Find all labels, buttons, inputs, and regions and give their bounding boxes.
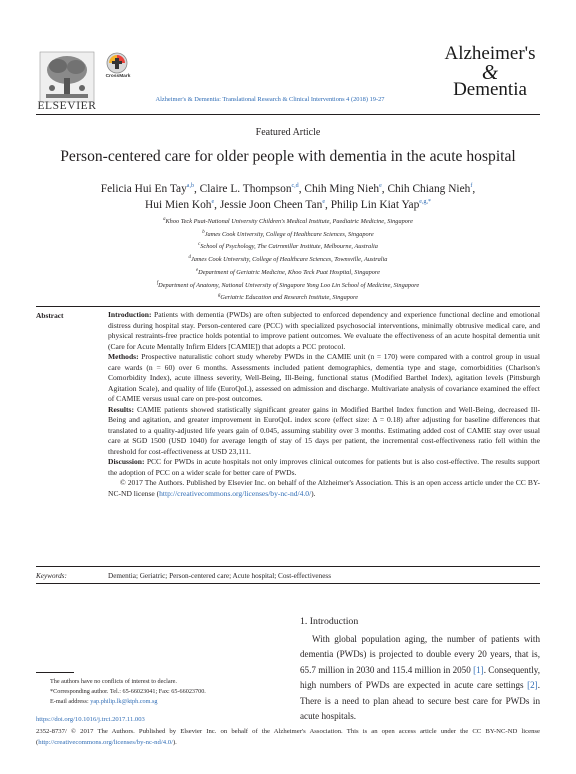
email-label: E-mail address:	[50, 698, 91, 705]
author-name: Chih Ming Nieh	[304, 183, 380, 195]
abstract-top-divider	[36, 306, 540, 307]
affiliation-marker: f	[156, 280, 159, 286]
section-heading-introduction: 1. Introduction	[300, 616, 359, 627]
publisher-name: ELSEVIER	[37, 100, 97, 112]
author-affiliation-link[interactable]: a,b	[186, 183, 194, 189]
abstract-copyright	[108, 478, 540, 499]
affiliation-marker: a	[163, 217, 166, 222]
crossmark-icon[interactable]	[106, 52, 128, 74]
article-type: Featured Article	[255, 127, 321, 138]
affiliation-item	[36, 266, 540, 279]
reference-link[interactable]: [2]	[527, 680, 538, 691]
abstract-section-heading: Methods:	[108, 352, 139, 361]
body-text: . There is a need to plan ahead to secure best care for PWDs in acute hospitals.	[300, 680, 540, 722]
header-divider	[36, 114, 540, 115]
corresponding-author: *Corresponding author. Tel.: 65-66023041; Fax: 65-66023700.	[50, 688, 206, 695]
affiliation-marker: c	[198, 242, 201, 248]
affiliation-text: Geriatric Education and Research Institute, Singapore	[220, 294, 359, 302]
affiliation-text: School of Psychology, The Cairnmillar Institute, Melbourne, Australia	[200, 243, 378, 251]
author-affiliation-link[interactable]: e	[379, 183, 382, 189]
crossmark-label: CrossMark	[105, 74, 131, 79]
affiliation-text: Department of Geriatric Medicine, Khoo Teck Puat Hospital, Singapore	[198, 268, 380, 276]
author-name: Philip Lin Kiat Yap	[330, 199, 420, 211]
bottom-copyright	[36, 727, 540, 749]
abstract-body	[108, 310, 540, 499]
author-affiliation-link[interactable]: f	[470, 183, 473, 189]
copyright-close: ).	[311, 488, 316, 498]
author-affiliation-link[interactable]: e	[211, 199, 215, 205]
author-affiliation-link[interactable]: e,g,*	[419, 199, 431, 205]
author-list-line-1: Felicia Hui En Tay$^{a,b}$, Claire L. Thompson$^{c,d}$, Chih Ming Nieh$^e$, Chih Chiang Nieh$^f$,	[100, 183, 476, 195]
abstract-label: Abstract	[36, 311, 64, 320]
author-name: Felicia Hui En Tay	[100, 183, 187, 195]
affiliation-text: James Cook University, College of Healthcare Sciences, Singapore	[204, 230, 374, 238]
keywords-divider	[36, 583, 540, 584]
doi-link[interactable]: https://doi.org/10.1016/j.trci.2017.11.003	[36, 716, 145, 723]
author-name: Hui Mien Koh	[145, 199, 212, 211]
affiliation-item	[36, 240, 540, 253]
affiliation-text: James Cook University, College of Healthcare Sciences, Townsville, Australia	[190, 256, 388, 264]
footnotes	[50, 677, 280, 707]
affiliation-marker: e	[196, 267, 199, 273]
abstract-section-heading: Results:	[108, 404, 134, 414]
affiliation-item	[36, 253, 540, 266]
abstract-results	[108, 405, 540, 458]
author-name: Claire L. Thompson	[199, 183, 292, 195]
affiliation-item	[36, 215, 540, 228]
abstract-text: Patients with dementia (PWDs) are often subjected to enforced dependency and experience functional decline and emotional distress during hospital stay. Person-centered care (PCC) with specialized psychosocial interventions, minimally obtrusive medical care, and physical restraints-free practice holds potential to improve patient outcomes. We evaluate the effectiveness of an acute hospital dementia unit (Care for Acute Mentally Infirm Elders [CAMIE]) that adopts a PCC protocol.	[108, 310, 540, 351]
abstract-text: CAMIE patients showed statistically significant greater gains in Modified Barthel Index function and Well-Being, decreased Ill-Being and agitation, and greater improvement in EuroQoL index score (effect size: Δ = 0.18) after adjusting for baseline differences that translated to a quality-adjusted life years gain of 0.045, assuming stability over 3 months. Estimating added cost of CAMIE stay over usual care at SGD 1500 (USD 1040) for average length of stay of 15 days per patient, the incremental cost-effectiveness ratio fell within the threshold for cost-effectiveness at USD 23,111.	[108, 404, 540, 456]
abstract-text: PCC for PWDs in acute hospitals not only improves clinical outcomes for patients but is also cost-effective. The results support the adoption of PCC on a wider scale for better care of PWDs.	[108, 457, 541, 477]
body-text: With global population aging, the number of patients with dementia (PWDs) is projected to double every 20 years, that is, 65.7 million in 2030 and 115.4 million in 2050	[300, 634, 540, 675]
affiliation-item	[36, 228, 540, 241]
conflict-statement: The authors have no conflicts of interest to declare.	[50, 678, 177, 685]
email-line	[50, 697, 280, 707]
journal-logo-line1: Alzheimer's	[444, 43, 536, 64]
journal-citation-link[interactable]: Alzheimer's & Dementia: Translational Research & Clinical Interventions 4 (2018) 19-27	[155, 96, 385, 103]
introduction-paragraph	[300, 632, 540, 724]
abstract-bottom-divider	[36, 566, 540, 567]
affiliation-text: Khoo Teck Puat-National University Children's Medical Institute, Paediatric Medicine, Singapore	[165, 218, 413, 225]
abstract-methods	[108, 352, 540, 405]
keywords-label: Keywords:	[36, 572, 67, 580]
abstract-text: Prospective naturalistic cohort study whereby PWDs in the CAMIE unit (n = 170) were compared with a control group in usual care wards (n = 60) over 6 months. Assessments included patient demographics, dementia type and stage, comorbidities (Charlson's Comorbidity Index), acute illness severity, Well-Being, Ill-Being, functional status (Modified Barthel Index), agitation levels (Pittsburgh Agitation Scale), and quality of life (EuroQoL), assessed on admission and discharge. Multivariate analysis of covariance examined the effect of CAMIE versus usual care on pre-post outcomes.	[108, 352, 541, 403]
copyright-text: 2352-8737/ © 2017 The Authors. Published by Elsevier Inc. on behalf of the Alzheimer's Association. This is an open access article under the CC BY-NC-ND license (	[36, 728, 540, 746]
abstract-section-heading: Introduction:	[108, 310, 152, 319]
author-affiliation-link[interactable]: e	[322, 199, 325, 205]
affiliation-marker: d	[188, 255, 191, 261]
author-name: Chih Chiang Nieh	[387, 183, 471, 195]
affiliation-item	[36, 279, 540, 292]
affiliation-text: Department of Anatomy, National University of Singapore Yong Loo Lin School of Medicine, Singapore	[158, 281, 420, 289]
footnote-divider	[36, 672, 74, 673]
affiliations	[36, 215, 540, 304]
license-link[interactable]: http://creativecommons.org/licenses/by-nc-nd/4.0/	[38, 738, 173, 746]
keywords-list: Dementia; Geriatric; Person-centered care; Acute hospital; Cost-effectiveness	[108, 572, 331, 580]
abstract-section-heading: Discussion:	[108, 457, 145, 466]
affiliation-marker: b	[202, 229, 205, 235]
author-list-line-2: Hui Mien Koh$^e$, Jessie Joon Cheen Tan$^e$, Philip Lin Kiat Yap$^{e,g,*}$	[145, 199, 431, 211]
abstract-discussion	[108, 457, 540, 478]
abstract-introduction	[108, 310, 540, 352]
reference-link[interactable]: [1]	[473, 664, 484, 675]
journal-logo-line3: Dementia	[453, 79, 527, 100]
journal-logo-ampersand: &	[481, 60, 499, 84]
body-text: . Consequently, high numbers of PWDs are expected in acute care settings	[300, 664, 540, 691]
copyright-text: © 2017 The Authors. Published by Elsevier Inc. on behalf of the Alzheimer's Association. This is an open access article under the CC BY-NC-ND license (	[108, 478, 540, 498]
email-link[interactable]: yap.philip.lk@ktph.com.sg	[90, 698, 158, 705]
author-affiliation-link[interactable]: c,d	[291, 183, 299, 189]
affiliation-marker: g	[217, 293, 221, 299]
article-title: Person-centered care for older people with dementia in the acute hospital	[60, 148, 516, 165]
author-name: Jessie Joon Cheen Tan	[219, 199, 323, 211]
license-link[interactable]: http://creativecommons.org/licenses/by-nc-nd/4.0/	[159, 488, 312, 498]
copyright-close: ).	[172, 738, 177, 746]
affiliation-item	[36, 291, 540, 304]
introduction-body	[300, 632, 540, 724]
